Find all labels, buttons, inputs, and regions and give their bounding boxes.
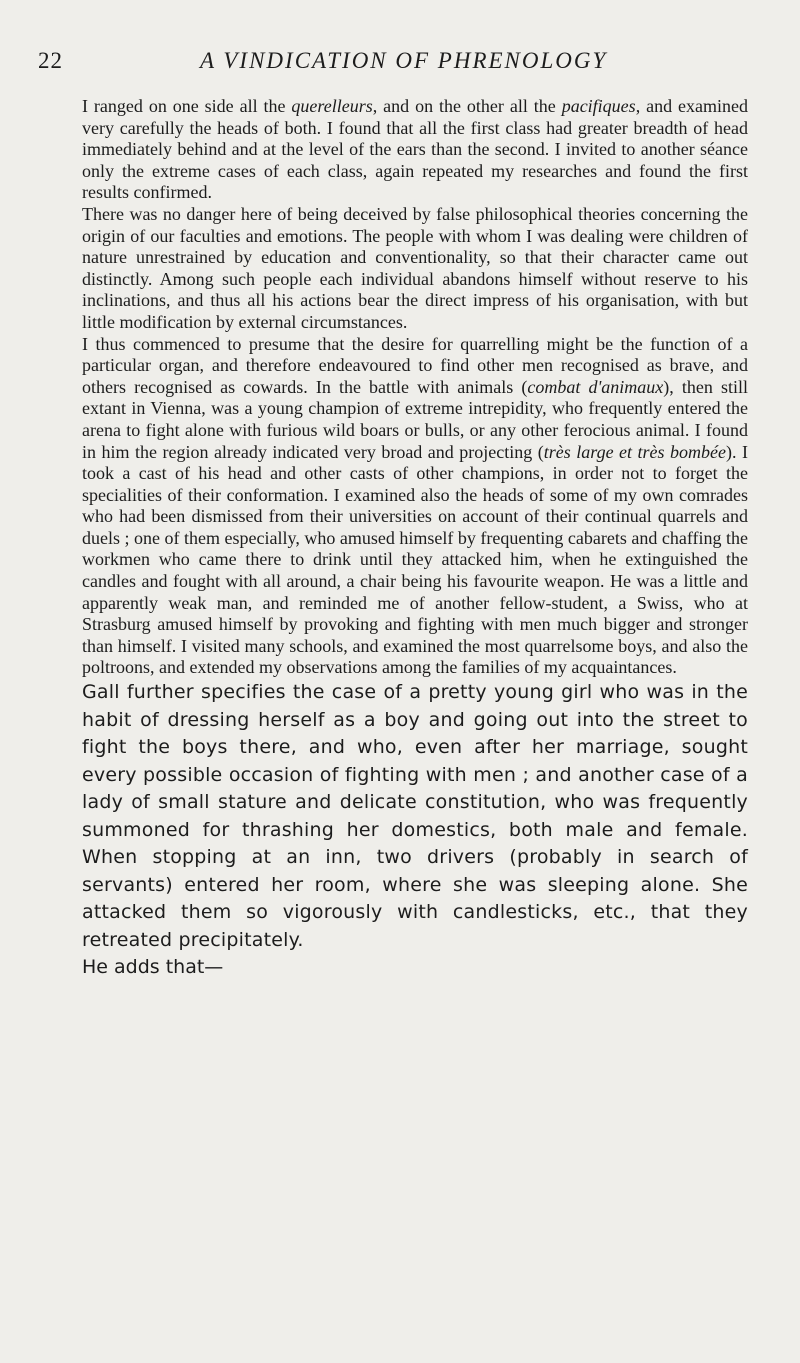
commentary-paragraph: Gall further specifies the case of a pretty young girl who was in the habit of dressing herself as a boy and going out into the street to fight the boys there, and who, even after her marriage, sought every possible occasion of fighting with men ; and another case of a lady of small stature and delicate constitution, who was frequently summoned for thrashing her domestics, both male and female. When stopping at an inn, two drivers (probably in search of servants) entered her room, where she was sleeping alone. She attacked them so vigorously with candlesticks, etc., that they retreated precipitately. bbox=[82, 681, 748, 951]
quote-paragraph-1: I ranged on one side all the querelleurs, and on the other all the pacifiques, and examined very carefully the heads of both. I found that all the first class had greater breadth of head immediately behind and at the level of the ears than the second. I invited to another séance only the extreme cases of each class, again repeated my researches and found the first results confirmed. bbox=[82, 96, 748, 203]
italic-phrase: querelleurs bbox=[291, 96, 373, 116]
page-number: 22 bbox=[38, 48, 63, 73]
quote-paragraph-2: There was no danger here of being deceived by false philosophical theories concerning the origin of our faculties and emotions. The people with whom I was dealing were children of nature unrestrained by education and conventionality, so that their character came out distinctly. Among such people each individual abandons himself without reserve to his inclinations, and thus all his actions bear the direct impress of his organisation, with but little modification by external circumstances. bbox=[82, 203, 748, 332]
body-text bbox=[82, 96, 748, 982]
quote-paragraph-3: I thus commenced to presume that the desire for quarrelling might be the function of a particular organ, and therefore endeavoured to find other men recognised as brave, and others recognised as cowards. In the battle with animals (combat d'animaux), then still extant in Vienna, was a young champion of extreme intrepidity, who frequently entered the arena to fight alone with furious wild boars or bulls, or any other ferocious animal. I found in him the region already indicated very broad and projecting (très large et très bombée). I took a cast of his head and other casts of other champions, in order not to forget the specialities of their conformation. I examined also the heads of some of my own comrades who had been dismissed from their universities on account of their continual quarrels and duels ; one of them especially, who amused himself by frequenting cabarets and chaffing the workmen who came there to drink until they attacked him, when he extinguished the candles and fought with all around, a chair being his favourite weapon. He was a little and apparently weak man, and reminded me of another fellow-student, a Swiss, who at Strasburg amused himself by provoking and fighting with men much bigger and stronger than himself. I visited many schools, and examined the most quarrelsome boys, and also the poltroons, and extended my observations among the families of my acquaintances. bbox=[82, 333, 749, 678]
page-header bbox=[38, 48, 738, 78]
italic-phrase: pacifiques bbox=[561, 96, 636, 116]
italic-phrase: très large et très bombée bbox=[543, 441, 727, 462]
italic-phrase: combat d'animaux bbox=[527, 376, 664, 397]
closing-line: He adds that— bbox=[82, 956, 224, 979]
running-title: A VINDICATION OF PHRENOLOGY bbox=[200, 48, 608, 73]
